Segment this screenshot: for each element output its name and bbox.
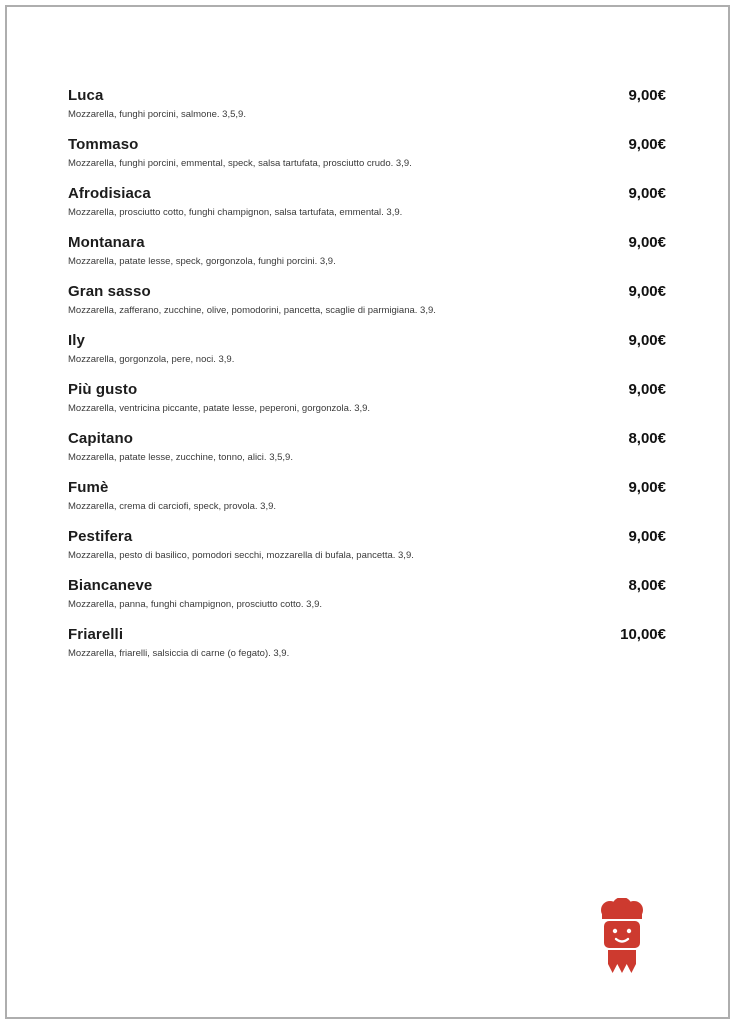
menu-item-main	[68, 527, 414, 562]
item-price: 8,00€	[628, 577, 666, 594]
item-name: Tommaso	[68, 136, 139, 153]
item-description: Mozzarella, prosciutto cotto, funghi champignon, salsa tartufata, emmental. 3,9.	[68, 207, 403, 218]
menu-item	[68, 576, 666, 611]
brand-logo	[597, 898, 647, 976]
item-name: Biancaneve	[68, 577, 153, 594]
menu-item-main	[68, 331, 234, 366]
menu-item	[68, 184, 666, 219]
item-description: Mozzarella, funghi porcini, emmental, speck, salsa tartufata, prosciutto crudo. 3,9.	[68, 158, 412, 169]
item-description: Mozzarella, pesto di basilico, pomodori secchi, mozzarella di bufala, pancetta. 3,9.	[68, 550, 414, 561]
menu-item-main	[68, 576, 322, 611]
item-price: 10,00€	[620, 626, 666, 643]
item-name: Montanara	[68, 234, 145, 251]
item-description: Mozzarella, patate lesse, speck, gorgonzola, funghi porcini. 3,9.	[68, 256, 336, 267]
item-name: Ily	[68, 332, 85, 349]
brand-logo-shape	[601, 898, 643, 973]
item-name: Pestifera	[68, 528, 133, 545]
item-price: 9,00€	[628, 185, 666, 202]
menu-item	[68, 625, 666, 660]
item-description: Mozzarella, crema di carciofi, speck, provola. 3,9.	[68, 501, 277, 512]
menu-item	[68, 282, 666, 317]
menu-item	[68, 478, 666, 513]
item-name: Friarelli	[68, 626, 124, 643]
item-price: 9,00€	[628, 332, 666, 349]
item-price: 9,00€	[628, 381, 666, 398]
menu-item-main	[68, 135, 412, 170]
menu-item-main	[68, 86, 246, 121]
menu-item	[68, 135, 666, 170]
menu-item-main	[68, 429, 293, 464]
menu-item	[68, 331, 666, 366]
item-name: Capitano	[68, 430, 133, 447]
item-description: Mozzarella, gorgonzola, pere, noci. 3,9.	[68, 354, 235, 365]
item-name: Luca	[68, 87, 104, 104]
menu-item-main	[68, 625, 289, 660]
item-description: Mozzarella, friarelli, salsiccia di carne (o fegato). 3,9.	[68, 648, 290, 659]
menu-list	[68, 86, 666, 674]
item-description: Mozzarella, panna, funghi champignon, prosciutto cotto. 3,9.	[68, 599, 323, 610]
menu-item-main	[68, 282, 436, 317]
menu-item	[68, 233, 666, 268]
item-price: 9,00€	[628, 479, 666, 496]
menu-item	[68, 429, 666, 464]
menu-item	[68, 380, 666, 415]
menu-item-main	[68, 233, 336, 268]
item-price: 9,00€	[628, 234, 666, 251]
item-name: Gran sasso	[68, 283, 151, 300]
item-name: Più gusto	[68, 381, 138, 398]
item-price: 9,00€	[628, 87, 666, 104]
item-description: Mozzarella, zafferano, zucchine, olive, pomodorini, pancetta, scaglie di parmigiana. 3,9.	[68, 305, 436, 316]
item-name: Fumè	[68, 479, 109, 496]
menu-item	[68, 527, 666, 562]
item-price: 9,00€	[628, 136, 666, 153]
item-price: 9,00€	[628, 283, 666, 300]
menu-item-main	[68, 380, 370, 415]
item-description: Mozzarella, ventricina piccante, patate lesse, peperoni, gorgonzola. 3,9.	[68, 403, 371, 414]
item-name: Afrodisiaca	[68, 185, 151, 202]
item-description: Mozzarella, funghi porcini, salmone. 3,5,9.	[68, 109, 246, 120]
item-description: Mozzarella, patate lesse, zucchine, tonno, alici. 3,5,9.	[68, 452, 293, 463]
menu-item-main	[68, 478, 276, 513]
menu-item	[68, 86, 666, 121]
menu-item-main	[68, 184, 402, 219]
item-price: 8,00€	[628, 430, 666, 447]
item-price: 9,00€	[628, 528, 666, 545]
